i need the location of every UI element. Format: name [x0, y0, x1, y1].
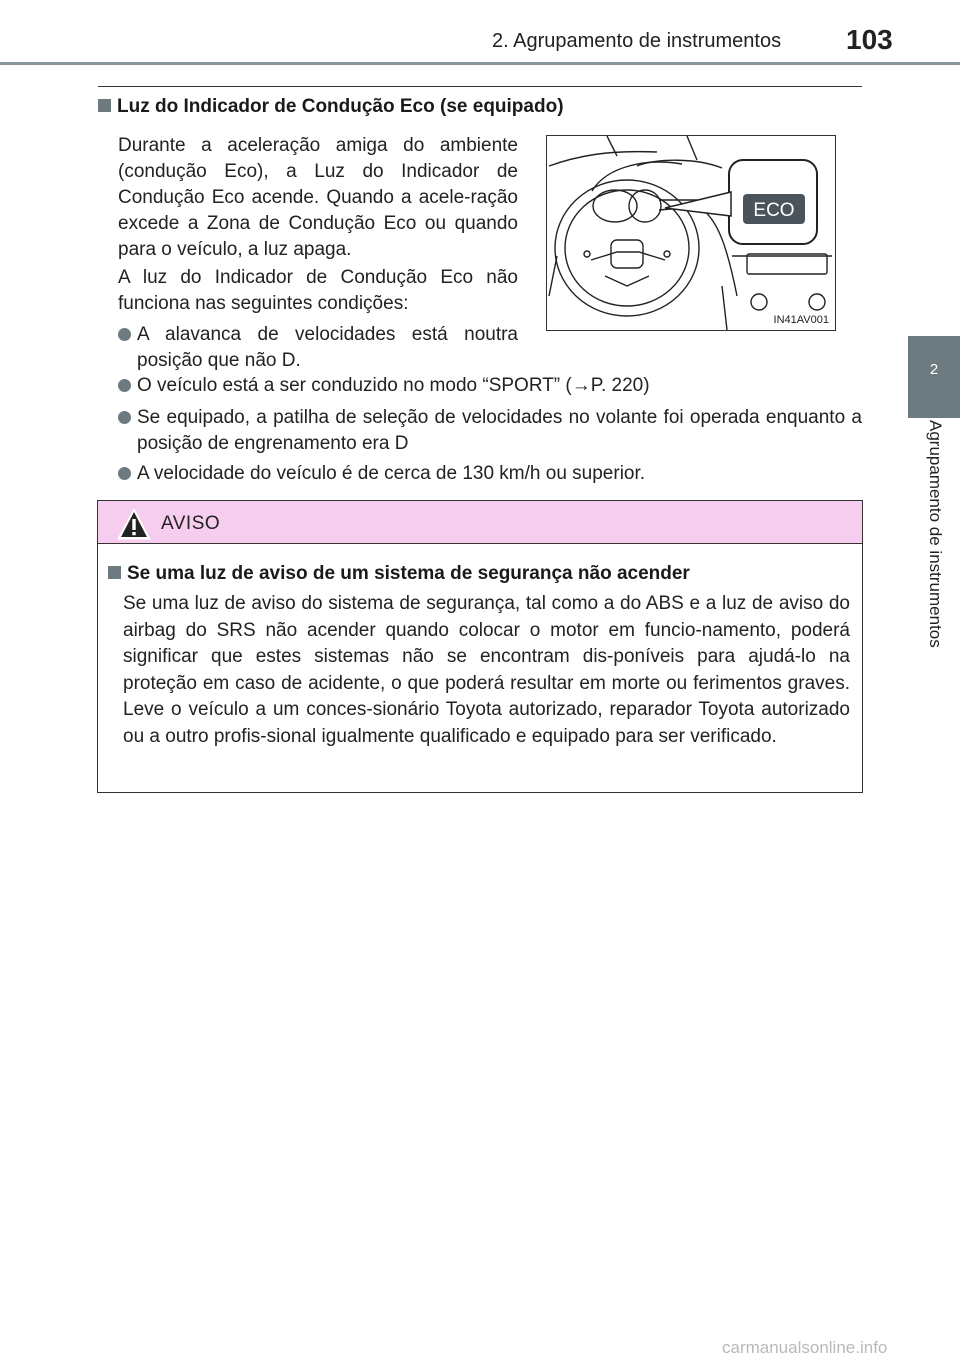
bullet-dot-icon [118, 467, 131, 480]
list-item [137, 405, 862, 457]
chapter-label [895, 420, 960, 720]
dashboard-illustration [546, 135, 836, 331]
warning-title: AVISO [161, 513, 221, 534]
paragraph-conditions: A luz do Indicador de Condução Eco não funciona nas seguintes condições: [118, 267, 518, 314]
bullet-dot-icon [118, 328, 131, 341]
header-title: 2. Agrupamento de instrumentos [492, 30, 782, 52]
page-number: 103 [846, 24, 893, 55]
warning-subheading-text: Se uma luz de aviso de um sistema de segurança não acender [127, 563, 690, 584]
bullet-dot-icon [118, 411, 131, 424]
paragraph-eco-description: Durante a aceleração amiga do ambiente (condução Eco), a Luz do Indicador de Condução Eco acende. Quando a acele-ração excede a Zona de Condução Eco ou quando para o veículo, a luz apaga. [118, 135, 518, 260]
warning-box [97, 500, 863, 793]
warning-header [98, 501, 862, 544]
square-bullet-icon [108, 566, 121, 579]
list-item-text: A alavanca de velocidades está noutra posição que não D. [137, 324, 518, 371]
figure-code: IN41AV001 [773, 314, 829, 326]
chapter-tab: 2 [908, 336, 960, 418]
chapter-label-text: Agrupamento de instrumentos [926, 420, 945, 648]
watermark-text: carmanualsonline.info [722, 1338, 888, 1357]
warning-body: Se uma luz de aviso do sistema de segurança, tal como a do ABS e a luz de aviso do airbag do SRS não acender quando colocar o motor em funcio-namento, poderá significar que estes sistemas não se encontram dis-poníveis para ajudá-lo na proteção em caso de acidente, o que poderá resultar em morte ou ferimentos graves. Leve o veículo a um conces-sionário Toyota autorizado, reparador Toyota autorizado ou a outro profis-sional igualmente qualificado e equipado para ser verificado. [123, 593, 850, 747]
list-item-text: O veículo está a ser conduzido no modo “SPORT” (→P. 220) [137, 375, 650, 396]
header-rule [0, 62, 960, 65]
dashboard-drawing [547, 136, 835, 330]
list-item [137, 322, 518, 374]
eco-badge: ECO [753, 200, 795, 221]
warning-subheading [108, 563, 690, 585]
list-item [137, 461, 862, 487]
square-bullet-icon [98, 99, 111, 112]
list-item [137, 373, 862, 399]
section-heading [98, 96, 564, 118]
bullet-dot-icon [118, 379, 131, 392]
content-rule [98, 86, 862, 87]
list-item-text: Se equipado, a patilha de seleção de velocidades no volante foi operada enquanto a posição de engrenamento era D [137, 407, 862, 454]
warning-triangle-icon [116, 507, 152, 541]
list-item-text: A velocidade do veículo é de cerca de 130 km/h ou superior. [137, 463, 646, 484]
section-heading-text: Luz do Indicador de Condução Eco (se equipado) [117, 96, 564, 117]
